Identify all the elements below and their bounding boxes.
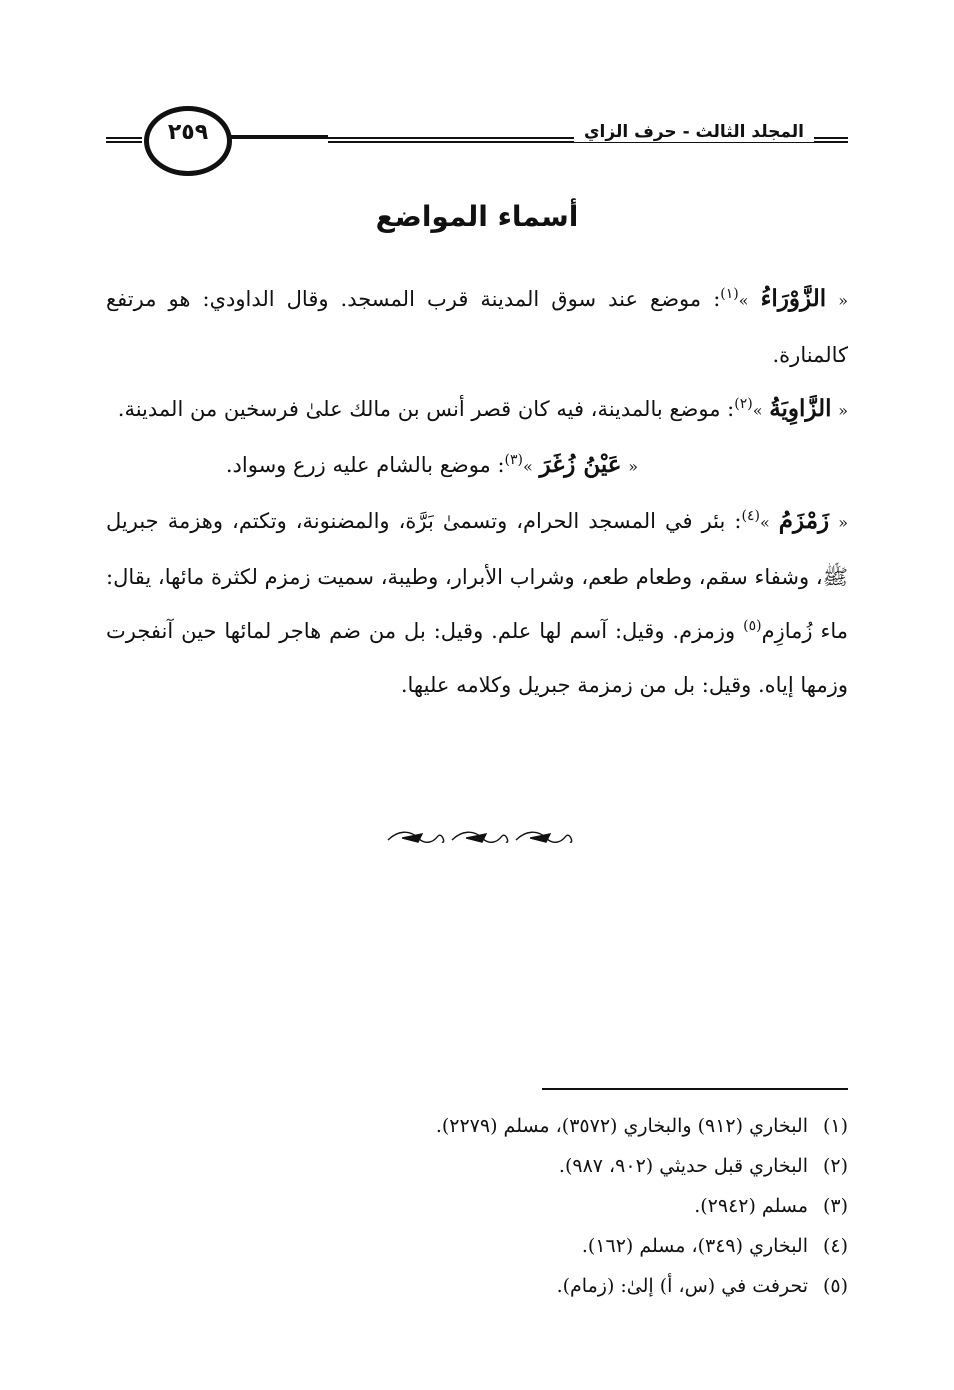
- entry-text: : بئر في المسجد الحرام، وتسمىٰ بَرَّة، والمضنونة، وتكتم، وهزمة جبريل ﷺ، وشفاء سقم، وطعام طعم، وشراب الأبرار، وطيبة، سميت زمزم لكثرة مائها، يقال: ماء زُمازِم: [106, 509, 848, 643]
- entry-text: : موضع عند سوق المدينة قرب المسجد. وقال الداودي: هو مرتفع كالمنارة.: [106, 287, 848, 367]
- footnote-ref-1[interactable]: (١): [720, 286, 739, 302]
- close-quote: »: [752, 401, 763, 420]
- footnote-text: البخاري (٩١٢) والبخاري (٣٥٧٢)، مسلم (٢٢٧٩).: [435, 1115, 808, 1137]
- headword: الزَّوْرَاءُ: [760, 285, 827, 312]
- footnote-4: [106, 1226, 848, 1266]
- headword: عَيْنُ زُغَرَ: [539, 451, 622, 478]
- entry-zamzam: [106, 494, 848, 712]
- footnote-number: (٤): [822, 1235, 848, 1257]
- open-quote: «: [838, 513, 848, 532]
- close-quote: »: [738, 291, 749, 310]
- footnote-text: تحرفت في (س، أ) إلىٰ: (زمام).: [556, 1275, 808, 1297]
- footnote-text: مسلم (٢٩٤٢).: [694, 1195, 808, 1217]
- footnote-ref-2[interactable]: (٢): [734, 396, 753, 412]
- entry-text: : موضع بالشام عليه زرع وسواد.: [225, 453, 505, 477]
- page-number-badge: [142, 106, 328, 170]
- badge-tail: [222, 135, 328, 139]
- entry-text: : موضع بالمدينة، فيه كان قصر أنس بن مالك علىٰ فرسخين من المدينة.: [117, 397, 735, 421]
- header-rule-left: [106, 137, 142, 139]
- footnote-number: (٥): [822, 1275, 848, 1297]
- entry-ayn-zughar: [106, 438, 848, 494]
- footnote-ref-3[interactable]: (٣): [504, 452, 524, 468]
- open-quote: «: [838, 401, 848, 420]
- entry-text-continued: وزمزم. وقيل: آسم لها علم. وقيل: بل من ضم هاجر لمائها حين آنفجرت وزمها إياه. وقيل: بل من زمزمة جبريل وكلامه عليها.: [106, 619, 848, 697]
- running-header: [106, 104, 848, 174]
- headword: زَمْزَمُ: [778, 507, 830, 534]
- open-quote: «: [628, 457, 638, 476]
- footnote-ref-5[interactable]: (٥): [743, 618, 762, 634]
- header-title: المجلد الثالث - حرف الزاي: [574, 122, 814, 142]
- main-text: [106, 272, 848, 712]
- close-quote: »: [759, 513, 770, 532]
- entry-zawraa: [106, 272, 848, 382]
- headword: الزَّاوِيَةُ: [769, 395, 832, 422]
- footnote-separator: [542, 1088, 848, 1090]
- footnote-number: (٢): [822, 1155, 848, 1177]
- section-title: أسماء المواضع: [375, 200, 579, 233]
- footnotes: [106, 1106, 848, 1306]
- footnote-2: [106, 1146, 848, 1186]
- footnote-3: [106, 1186, 848, 1226]
- footnote-ref-4[interactable]: (٤): [741, 508, 760, 524]
- ornament-divider: [380, 822, 580, 852]
- open-quote: «: [838, 291, 848, 310]
- entry-zawiya: [106, 382, 848, 438]
- footnote-text: البخاري (٣٤٩)، مسلم (١٦٢).: [581, 1235, 808, 1257]
- footnote-number: (٣): [822, 1195, 848, 1217]
- footnote-5: [106, 1266, 848, 1306]
- close-quote: »: [523, 457, 533, 476]
- footnote-text: البخاري قبل حديثي (٩٠٢، ٩٨٧).: [558, 1155, 808, 1177]
- footnote-number: (١): [822, 1115, 848, 1137]
- page-number: ٢٥٩: [167, 120, 209, 145]
- footnote-1: [106, 1106, 848, 1146]
